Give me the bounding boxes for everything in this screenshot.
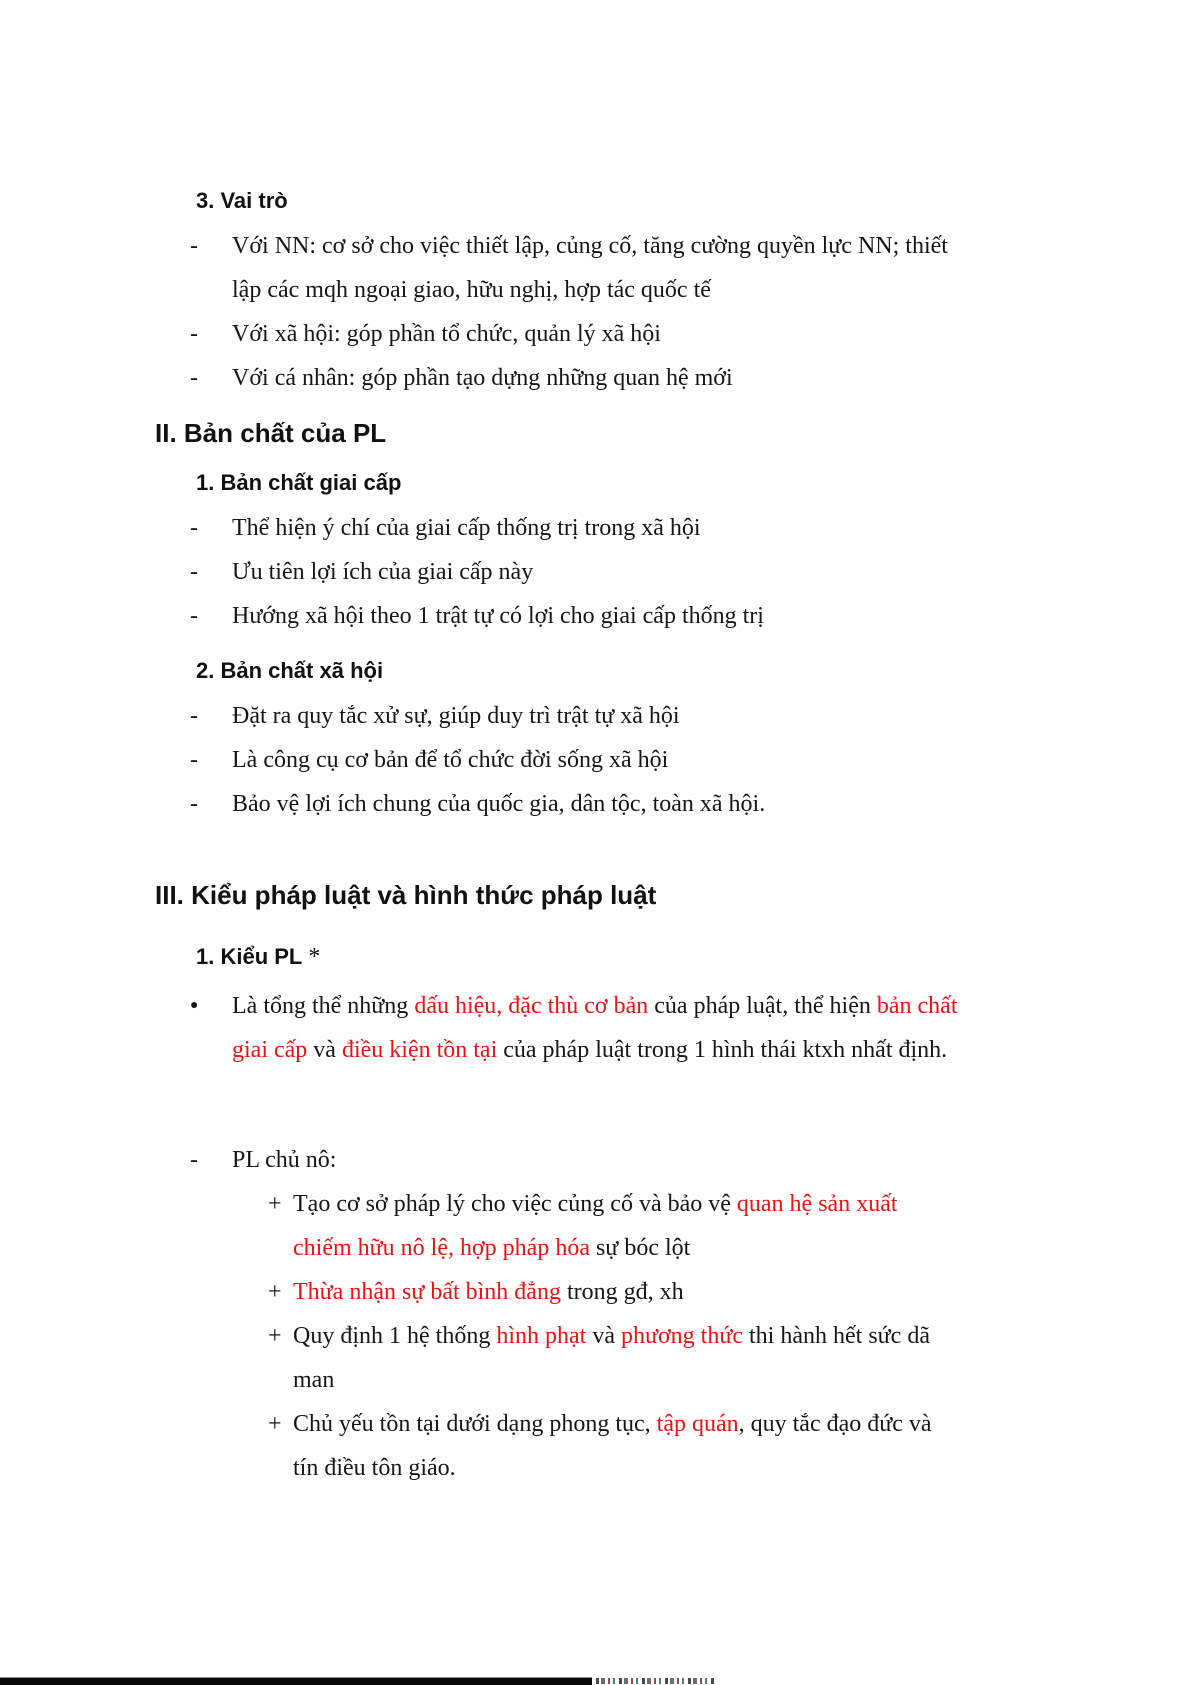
bullet-item	[0, 356, 1191, 400]
text-segment: PL chủ nô:	[232, 1147, 337, 1173]
text-segment: Chủ yếu tồn tại dưới dạng phong tục,	[293, 1411, 657, 1437]
bullet-item	[0, 1314, 1191, 1402]
bullet-marker-dash: -	[190, 1147, 198, 1173]
text-segment: Với xã hội: góp phần tổ chức, quản lý xã hội	[232, 321, 661, 347]
bullet-text	[232, 356, 1191, 400]
text-segment: và	[586, 1323, 621, 1349]
text-segment: Với NN: cơ sở cho việc thiết lập, củng cố, tăng cường quyền lực NN; thiết	[232, 233, 948, 259]
text-segment: Với cá nhân: góp phần tạo dựng những quan hệ mới	[232, 365, 733, 391]
bullet-marker-dash: -	[190, 321, 198, 347]
bullet-marker-plus: +	[268, 1411, 282, 1437]
text-line	[232, 506, 1071, 550]
bullet-item	[0, 594, 1191, 638]
bullet-item	[0, 1270, 1191, 1314]
bullet-item	[0, 1182, 1191, 1270]
highlighted-text-segment: phương thức	[620, 1323, 744, 1349]
heading-ban-chat-giai-cap: 1. Bản chất giai cấp	[196, 470, 402, 495]
bullet-item	[0, 782, 1191, 826]
bullet-text	[232, 782, 1191, 826]
text-line	[232, 224, 1071, 268]
bullet-text	[232, 738, 1191, 782]
text-segment: sự bóc lột	[589, 1235, 691, 1261]
text-segment: của pháp luật, thể hiện	[648, 993, 877, 1019]
text-line	[293, 1226, 1071, 1270]
bullet-marker-disc: ●	[190, 998, 199, 1013]
text-segment: và	[307, 1037, 342, 1063]
bullet-marker-dash: -	[190, 703, 198, 729]
text-segment: Hướng xã hội theo 1 trật tự có lợi cho giai cấp thống trị	[232, 603, 764, 629]
text-line	[232, 984, 1071, 1028]
bullet-marker-dash: -	[190, 365, 198, 391]
text-line	[232, 356, 1071, 400]
highlighted-text-segment: giai cấp	[232, 1037, 308, 1063]
bullet-text	[232, 224, 1191, 312]
bullet-marker-plus: +	[268, 1323, 282, 1349]
text-line	[293, 1182, 1071, 1226]
heading-ban-chat-cua-pl: II. Bản chất của PL	[155, 418, 387, 448]
bullet-marker-dash: -	[190, 747, 198, 773]
highlighted-text-segment: Thừa nhận sự bất bình đẳng	[293, 1279, 561, 1305]
bullet-text	[293, 1314, 1191, 1402]
bullet-marker-plus: +	[268, 1191, 282, 1217]
bullet-item	[0, 1402, 1191, 1490]
text-segment: Bảo vệ lợi ích chung của quốc gia, dân tộc, toàn xã hội.	[232, 791, 766, 817]
spacer	[0, 1072, 1191, 1138]
bullet-item	[0, 694, 1191, 738]
bullet-marker-dash: -	[190, 559, 198, 585]
bullet-item	[0, 550, 1191, 594]
highlighted-text-segment: điều kiện tồn tại	[341, 1037, 498, 1063]
highlighted-text-segment: bản chất	[876, 993, 958, 1019]
spacer	[0, 826, 1191, 862]
text-line	[232, 1138, 1071, 1182]
document-content	[0, 186, 1191, 1490]
bullet-text	[232, 984, 1191, 1072]
text-line	[232, 738, 1071, 782]
text-line	[232, 1028, 1071, 1072]
bullet-text	[293, 1182, 1191, 1270]
text-segment: Đặt ra quy tắc xử sự, giúp duy trì trật tự xã hội	[232, 703, 680, 729]
cutoff-bottom-bar	[0, 1677, 592, 1685]
text-line	[293, 1446, 1071, 1490]
bullet-item	[0, 224, 1191, 312]
cutoff-bottom-text-fragment	[596, 1678, 714, 1684]
text-line	[232, 782, 1071, 826]
highlighted-text-segment: hình phạt	[496, 1323, 587, 1349]
text-segment: Ưu tiên lợi ích của giai cấp này	[232, 559, 534, 585]
heading-ban-chat-xa-hoi: 2. Bản chất xã hội	[196, 658, 384, 683]
bullet-item	[0, 984, 1191, 1072]
bullet-text	[293, 1270, 1191, 1314]
bullet-item	[0, 738, 1191, 782]
heading-kieu-phap-luat-va-hinh-thuc-phap-luat: III. Kiểu pháp luật và hình thức pháp luật	[155, 880, 657, 910]
heading-suffix: *	[302, 944, 321, 970]
bullet-marker-dash: -	[190, 791, 198, 817]
bullet-text	[232, 506, 1191, 550]
bullet-text	[232, 1138, 1191, 1182]
text-line	[232, 694, 1071, 738]
bullet-item	[0, 312, 1191, 356]
bullet-marker-dash: -	[190, 603, 198, 629]
bullet-text	[293, 1402, 1191, 1490]
text-line	[293, 1314, 1071, 1358]
text-segment: Là tổng thể những	[232, 993, 415, 1019]
highlighted-text-segment: chiếm hữu nô lệ,	[293, 1235, 454, 1261]
bullet-marker-dash: -	[190, 233, 198, 259]
text-segment: Thể hiện ý chí của giai cấp thống trị trong xã hội	[232, 515, 701, 541]
bullet-marker-plus: +	[268, 1279, 282, 1305]
bullet-text	[232, 594, 1191, 638]
text-line	[232, 594, 1071, 638]
text-segment: Là công cụ cơ bản để tổ chức đời sống xã hội	[232, 747, 669, 773]
text-segment: man	[293, 1367, 335, 1393]
text-line	[232, 268, 1071, 312]
bullet-text	[232, 694, 1191, 738]
text-line	[293, 1270, 1071, 1314]
text-segment: , quy tắc đạo đức và	[738, 1411, 932, 1437]
text-segment: lập các mqh ngoại giao, hữu nghị, hợp tác quốc tế	[232, 277, 711, 303]
text-segment: tín điều tôn giáo.	[293, 1455, 456, 1481]
text-segment: thi hành hết sức dã	[743, 1323, 930, 1349]
text-segment: Quy định 1 hệ thống	[293, 1323, 497, 1349]
text-line	[293, 1402, 1071, 1446]
text-segment: trong gđ, xh	[560, 1279, 684, 1305]
highlighted-text-segment: hợp pháp hóa	[459, 1235, 590, 1261]
highlighted-text-segment: tập quán	[656, 1411, 739, 1437]
text-line	[232, 550, 1071, 594]
highlighted-text-segment: dấu hiệu, đặc thù cơ bản	[414, 993, 649, 1019]
bullet-text	[232, 312, 1191, 356]
bullet-text	[232, 550, 1191, 594]
bullet-marker-dash: -	[190, 515, 198, 541]
text-segment: của pháp luật trong 1 hình thái ktxh nhất định.	[497, 1037, 948, 1063]
text-segment: Tạo cơ sở pháp lý cho việc củng cố và bảo vệ	[293, 1191, 737, 1217]
highlighted-text-segment: quan hệ sản xuất	[736, 1191, 898, 1217]
heading-vai-tro: 3. Vai trò	[196, 188, 288, 213]
bullet-item	[0, 1138, 1191, 1182]
text-line	[293, 1358, 1071, 1402]
heading-kieu-pl: 1. Kiểu PL *	[196, 944, 321, 970]
bullet-item	[0, 506, 1191, 550]
text-line	[232, 312, 1071, 356]
